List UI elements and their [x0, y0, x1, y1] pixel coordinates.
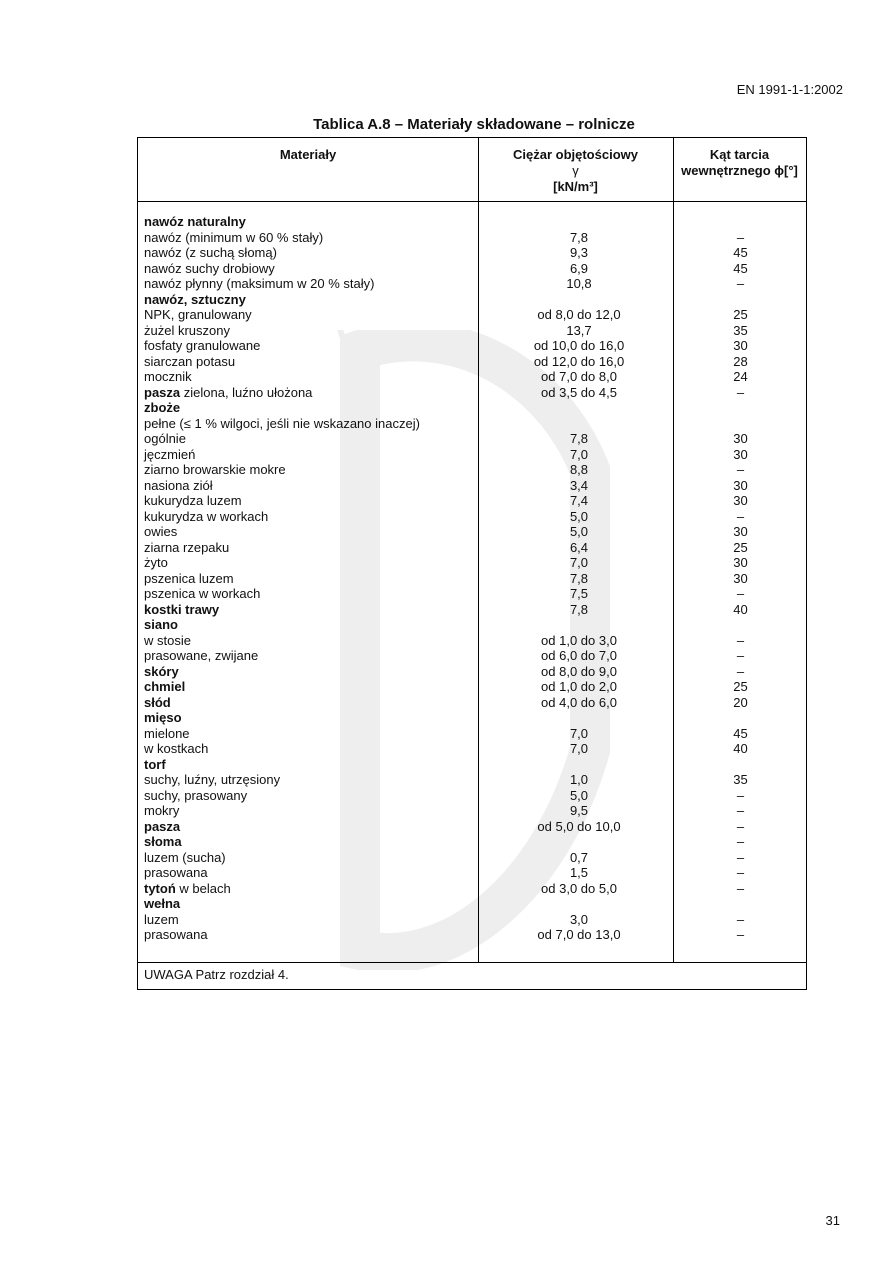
material-cell	[144, 354, 235, 370]
table-body	[144, 214, 804, 943]
table-row	[144, 323, 804, 339]
header-weight	[478, 147, 673, 195]
material-cell	[144, 323, 230, 339]
material-cell	[144, 385, 312, 401]
material-cell	[144, 493, 242, 509]
material-cell	[144, 633, 191, 649]
angle-cell: 28	[733, 353, 748, 369]
material-cell	[144, 927, 208, 943]
header-weight-unit: [kN/m³]	[553, 179, 598, 194]
material-cell	[144, 803, 179, 819]
angle-cell: –	[736, 229, 745, 245]
angle-cell: 25	[733, 679, 748, 694]
angle-cell: –	[736, 803, 745, 818]
material-name: prasowana	[144, 865, 208, 880]
angle-cell: –	[736, 276, 745, 291]
note-divider	[138, 962, 806, 963]
material-name: jęczmień	[144, 446, 196, 462]
material-cell	[144, 819, 180, 835]
angle-cell: –	[736, 927, 745, 942]
weight-cell: 3,4	[569, 477, 589, 493]
material-cell	[144, 292, 246, 308]
angle-cell: 25	[733, 307, 748, 322]
material-cell	[144, 679, 185, 695]
material-name: słód	[144, 694, 171, 710]
table-row	[144, 710, 804, 726]
weight-cell: od 7,0 do 8,0	[541, 369, 617, 384]
weight-cell: 13,7	[566, 322, 592, 338]
table-row	[144, 416, 804, 432]
table-row	[144, 214, 804, 230]
material-cell	[144, 865, 208, 881]
header-divider	[138, 201, 806, 202]
weight-cell: od 7,0 do 13,0	[537, 927, 621, 942]
material-cell	[144, 261, 275, 277]
angle-cell: –	[736, 787, 745, 803]
material-cell	[144, 400, 180, 416]
material-name: luzem (sucha)	[144, 849, 226, 865]
table-row	[144, 540, 804, 556]
angle-cell: 24	[733, 369, 748, 384]
material-name: nawóz płynny (maksimum w 20 % stały)	[144, 276, 375, 291]
table-row	[144, 881, 804, 897]
material-name: owies	[144, 524, 178, 539]
angle-cell: 25	[733, 539, 748, 555]
weight-cell: 1,0	[569, 772, 589, 787]
material-cell	[144, 772, 280, 788]
table-row	[144, 819, 804, 835]
material-name: prasowane, zwijane	[144, 648, 259, 663]
weight-cell: 5,0	[569, 787, 589, 803]
table-row	[144, 757, 804, 773]
material-cell	[144, 214, 246, 230]
table-row	[144, 524, 804, 540]
angle-cell: 30	[733, 524, 748, 539]
table-row	[144, 896, 804, 912]
angle-cell: 45	[733, 725, 748, 741]
weight-cell: 0,7	[569, 849, 589, 865]
weight-cell: 7,0	[569, 741, 589, 756]
material-cell	[144, 555, 168, 571]
table-row	[144, 400, 804, 416]
material-name: mokry	[144, 803, 180, 818]
material-name: nawóz (minimum w 60 % stały)	[144, 229, 324, 245]
material-name: żużel kruszony	[144, 322, 230, 338]
table-row	[144, 602, 804, 618]
weight-cell: od 5,0 do 10,0	[537, 818, 621, 834]
angle-cell: –	[736, 865, 745, 880]
angle-cell: –	[736, 834, 745, 849]
material-name: w stosie	[144, 632, 191, 648]
weight-cell: 8,8	[569, 462, 589, 477]
angle-cell: –	[736, 384, 745, 400]
weight-cell: 7,8	[569, 431, 589, 446]
table-row	[144, 245, 804, 261]
material-cell	[144, 912, 179, 928]
table-row	[144, 478, 804, 494]
material-cell	[144, 741, 208, 757]
material-cell	[144, 602, 219, 618]
table-row	[144, 462, 804, 478]
weight-cell: 1,5	[569, 865, 589, 880]
material-name: kukurydza luzem	[144, 493, 242, 508]
table-row	[144, 369, 804, 385]
weight-cell: od 10,0 do 16,0	[533, 338, 625, 353]
material-cell	[144, 230, 323, 246]
material-name: skóry	[144, 663, 179, 679]
material-name: fosfaty granulowane	[144, 338, 261, 353]
angle-cell: –	[736, 648, 745, 663]
material-cell	[144, 369, 192, 385]
angle-cell: –	[736, 818, 745, 834]
table-row	[144, 912, 804, 928]
weight-cell: 5,0	[569, 508, 589, 524]
material-name: nawóz suchy drobiowy	[144, 260, 275, 276]
material-name: suchy, prasowany	[144, 787, 248, 803]
weight-cell: od 12,0 do 16,0	[533, 353, 625, 369]
weight-cell: 6,9	[569, 260, 589, 276]
angle-cell: –	[736, 632, 745, 648]
weight-cell: 7,8	[569, 601, 589, 617]
material-name: wełna	[144, 896, 181, 911]
table-row	[144, 865, 804, 881]
table-row	[144, 648, 804, 664]
angle-cell: 20	[733, 694, 748, 710]
angle-cell: –	[736, 586, 745, 601]
material-name: mielone	[144, 725, 190, 741]
table-row	[144, 772, 804, 788]
angle-cell: 30	[733, 431, 748, 446]
material-name: ogólnie	[144, 431, 186, 446]
material-name: ziarna rzepaku	[144, 539, 230, 555]
angle-cell: 35	[733, 322, 748, 338]
table-row	[144, 586, 804, 602]
material-cell	[144, 540, 229, 556]
weight-cell: 7,4	[569, 493, 589, 508]
weight-cell: 7,0	[569, 555, 589, 570]
material-name: w kostkach	[144, 741, 209, 756]
material-name: nasiona ziół	[144, 477, 213, 493]
material-cell	[144, 307, 252, 323]
material-cell	[144, 710, 182, 726]
header-weight-symbol: γ	[572, 163, 579, 178]
material-cell	[144, 648, 258, 664]
material-name: kostki trawy	[144, 601, 220, 617]
table-row	[144, 385, 804, 401]
table-row	[144, 741, 804, 757]
angle-cell: –	[736, 880, 745, 896]
angle-cell: 30	[733, 446, 748, 462]
material-cell	[144, 416, 420, 432]
table-row	[144, 447, 804, 463]
weight-cell: 9,3	[569, 245, 589, 260]
material-cell	[144, 881, 231, 897]
table-row	[144, 803, 804, 819]
weight-cell: 7,0	[569, 725, 589, 741]
table-row	[144, 431, 804, 447]
material-cell	[144, 788, 247, 804]
weight-cell: od 3,5 do 4,5	[541, 384, 617, 400]
angle-cell: 45	[733, 245, 748, 260]
table-row	[144, 571, 804, 587]
material-cell	[144, 834, 182, 850]
material-cell	[144, 896, 180, 912]
table-row	[144, 555, 804, 571]
weight-cell: 3,0	[569, 911, 589, 927]
material-cell	[144, 431, 186, 447]
material-name: NPK, granulowany	[144, 307, 252, 322]
material-name: siano	[144, 617, 178, 632]
material-name: nawóz, sztuczny	[144, 291, 246, 307]
material-name: luzem	[144, 911, 179, 927]
material-name: siarczan potasu	[144, 353, 236, 369]
material-name: chmiel	[144, 679, 186, 694]
angle-cell: 40	[733, 741, 748, 756]
angle-cell: 45	[733, 260, 748, 276]
material-name: pasza	[144, 818, 181, 834]
page-number: 31	[825, 1213, 840, 1228]
header-angle-unit: wewnętrznego ϕ[°]	[681, 163, 798, 178]
table-row	[144, 261, 804, 277]
weight-cell: 7,0	[569, 446, 589, 462]
material-name: pszenica luzem	[144, 570, 234, 586]
table-row	[144, 633, 804, 649]
angle-cell: 30	[733, 338, 748, 353]
angle-cell: –	[736, 911, 745, 927]
material-name: nawóz (z suchą słomą)	[144, 245, 277, 260]
material-cell	[144, 276, 374, 292]
material-name: zboże	[144, 400, 181, 415]
material-name: suchy, luźny, utrzęsiony	[144, 772, 281, 787]
weight-cell: 10,8	[566, 276, 592, 291]
material-cell	[144, 571, 234, 587]
header-weight-label: Ciężar objętościowy	[513, 147, 638, 162]
material-cell	[144, 447, 195, 463]
material-cell	[144, 462, 286, 478]
weight-cell: 7,8	[569, 570, 589, 586]
table-note: UWAGA Patrz rozdział 4.	[144, 967, 289, 982]
table-row	[144, 617, 804, 633]
material-name: pełne (≤ 1 % wilgoci, jeśli nie wskazano inaczej)	[144, 415, 420, 431]
table-row	[144, 788, 804, 804]
material-cell	[144, 850, 226, 866]
material-name: torf	[144, 756, 166, 772]
weight-cell: od 1,0 do 2,0	[541, 679, 617, 694]
material-cell	[144, 509, 268, 525]
angle-cell: –	[736, 663, 745, 679]
material-name: mocznik	[144, 369, 192, 384]
table-row	[144, 307, 804, 323]
table-row	[144, 726, 804, 742]
table-title: Tablica A.8 – Materiały składowane – rolnicze	[313, 116, 635, 133]
material-suffix: zielona, luźno ułożona	[180, 384, 313, 400]
material-name: prasowana	[144, 927, 208, 942]
weight-cell: 9,5	[569, 803, 589, 818]
angle-cell: –	[736, 849, 745, 865]
weight-cell: 7,5	[569, 586, 589, 601]
weight-cell: od 8,0 do 12,0	[537, 307, 621, 322]
table-row	[144, 664, 804, 680]
angle-cell: 30	[733, 570, 748, 586]
material-name: żyto	[144, 555, 168, 570]
material-cell	[144, 338, 260, 354]
material-bold-part: pasza	[144, 384, 181, 400]
material-name: słoma	[144, 834, 182, 849]
table-row	[144, 276, 804, 292]
angle-cell: –	[736, 508, 745, 524]
material-name: nawóz naturalny	[144, 214, 246, 229]
header-angle-label: Kąt tarcia	[709, 147, 770, 162]
weight-cell: 6,4	[569, 539, 589, 555]
material-name: pszenica w workach	[144, 586, 261, 601]
material-cell	[144, 478, 213, 494]
angle-cell: 30	[733, 493, 748, 508]
material-cell	[144, 726, 190, 742]
table-row	[144, 230, 804, 246]
table-row	[144, 509, 804, 525]
material-cell	[144, 757, 166, 773]
table-row	[144, 850, 804, 866]
angle-cell: 40	[733, 601, 748, 617]
angle-cell: 35	[733, 772, 748, 787]
weight-cell: od 4,0 do 6,0	[541, 694, 617, 710]
material-cell	[144, 617, 178, 633]
weight-cell: od 6,0 do 7,0	[541, 648, 617, 663]
material-cell	[144, 695, 171, 711]
material-bold-part: tytoń	[144, 880, 176, 896]
material-cell	[144, 586, 260, 602]
table-row	[144, 695, 804, 711]
table-row	[144, 338, 804, 354]
weight-cell: od 3,0 do 5,0	[541, 880, 617, 896]
header-material: Materiały	[279, 147, 337, 162]
weight-cell: od 1,0 do 3,0	[541, 632, 617, 648]
material-name: ziarno browarskie mokre	[144, 462, 286, 477]
table-row	[144, 834, 804, 850]
table-row	[144, 679, 804, 695]
table-row	[144, 292, 804, 308]
header-angle	[673, 147, 806, 179]
angle-cell: –	[736, 462, 745, 477]
angle-cell: 30	[733, 477, 748, 493]
table-row	[144, 354, 804, 370]
table-row	[144, 493, 804, 509]
material-cell	[144, 524, 177, 540]
material-cell	[144, 664, 179, 680]
angle-cell: 30	[733, 555, 748, 570]
weight-cell: od 8,0 do 9,0	[541, 663, 617, 679]
material-suffix: w belach	[175, 880, 231, 896]
material-name: mięso	[144, 710, 182, 725]
weight-cell: 5,0	[569, 524, 589, 539]
document-id: EN 1991-1-1:2002	[736, 82, 843, 97]
table-row	[144, 927, 804, 943]
weight-cell: 7,8	[569, 229, 589, 245]
material-cell	[144, 245, 277, 261]
material-name: kukurydza w workach	[144, 508, 269, 524]
